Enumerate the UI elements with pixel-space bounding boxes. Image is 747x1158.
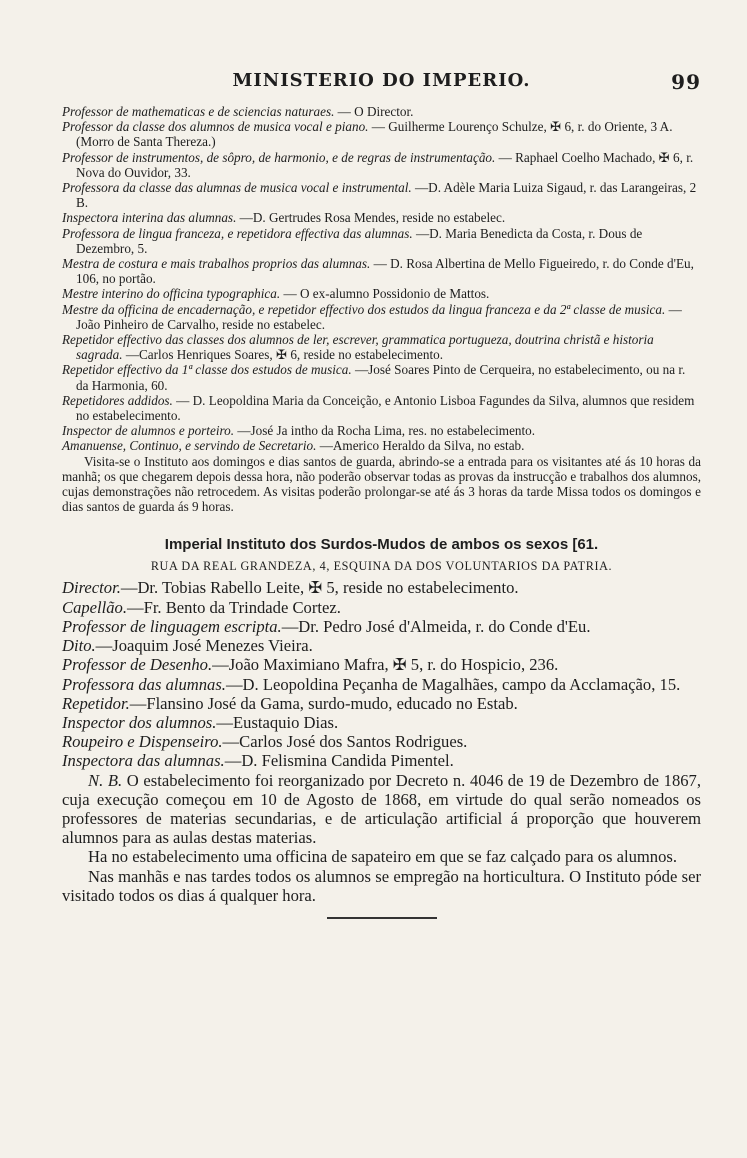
page-title: MINISTERIO DO IMPERIO. xyxy=(232,70,531,91)
note-paragraph: N. B. O estabelecimento foi reorganizado por Decreto n. 4046 de 19 de Dezembro de 1867, cuja execução começou em 10 de Agosto de 1868, em virtude do qual serão nomeados os professores de materias secundarias, e de articulação artificial á proporção que houverem alumnos para as aulas destas materias. xyxy=(62,770,701,848)
visits-note: Visita-se o Instituto aos domingos e dias santos de guarda, abrindo-se a entrada para os visitantes até ás 10 horas da manhã; os que chegarem depois dessa hora, não poderão observar todas as provas da instrucção e trabalhos dos alumnos, cujas demonstrações não retrocedem. As visitas poderão prolongar-se até ás 3 horas da tarde Missa todos os domingos e dias santos de guarda ás 9 horas. xyxy=(62,453,701,515)
list-item: Mestre interino do officina typographica. — O ex-alumno Possidonio de Mattos. xyxy=(62,286,490,302)
list-item: Capellão.—Fr. Bento da Trindade Cortez. xyxy=(62,597,341,617)
page-header xyxy=(62,70,701,104)
list-item: Repetidor effectivo das classes dos alumnos de ler, escrever, grammatica portugueza, doutrina christã e historia sagrada. —Carlos Henriques Soares, ✠ 6, reside no estabelecimento. xyxy=(62,332,654,363)
list-item: Repetidores addidos. — D. Leopoldina Maria da Conceição, e Antonio Lisboa Fagundes da Silva, alumnos que residem no estabelecimento. xyxy=(62,392,695,424)
list-item: Professor de linguagem escripta.—Dr. Pedro José d'Almeida, r. do Conde d'Eu. xyxy=(62,616,591,636)
list-item: Mestre da officina de encadernação, e repetidor effectivo dos estudos da lingua franceza e da 2ª classe de musica. —João Pinheiro de Carvalho, reside no estabelec. xyxy=(62,301,682,332)
list-item: Professora de lingua franceza, e repetidora effectiva das alumnas. —D. Maria Benedicta da Costa, r. Dous de Dezembro, 5. xyxy=(62,225,643,256)
list-item: Director.—Dr. Tobias Rabello Leite, ✠ 5, reside no estabelecimento. xyxy=(62,578,519,598)
note-paragraph: Ha no estabelecimento uma officina de sapateiro em que se faz calçado para os alumnos. xyxy=(88,847,677,867)
note-paragraph: Nas manhãs e nas tardes todos os alumnos se empregão na horticultura. O Instituto póde ser visitado todos os dias á qualquer hora. xyxy=(62,866,701,905)
list-item: Roupeiro e Dispenseiro.—Carlos José dos Santos Rodrigues. xyxy=(62,732,468,752)
list-item: Professor de instrumentos, de sôpro, de harmonio, e de regras de instrumentação. — Raphael Coelho Machado, ✠ 6, r. Nova do Ouvidor, 33. xyxy=(62,149,694,180)
list-item: Repetidor.—Flansino José da Gama, surdo-mudo, educado no Estab. xyxy=(62,693,518,713)
list-item: Repetidor effectivo da 1ª classe dos estudos de musica. —José Soares Pinto de Cerqueira, no estabelecimento, ou na r. da Harmonia, 60. xyxy=(62,362,686,393)
list-item: Inspector dos alumnos.—Eustaquio Dias. xyxy=(62,712,339,732)
list-item: Inspector de alumnos e porteiro. —José Ja intho da Rocha Lima, res. no estabelecimento. xyxy=(62,423,536,439)
section-heading: Imperial Instituto dos Surdos-Mudos de ambos os sexos [61. xyxy=(164,536,599,554)
list-item: Amanuense, Continuo, e servindo de Secretario. —Americo Heraldo da Silva, no estab. xyxy=(62,438,525,454)
institute-staff-list xyxy=(62,578,701,904)
list-item: Inspectora das alumnas.—D. Felismina Candida Pimentel. xyxy=(62,751,454,771)
list-item: Professor de Desenho.—João Maximiano Mafra, ✠ 5, r. do Hospicio, 236. xyxy=(62,655,559,675)
list-item: Professor da classe dos alumnos de musica vocal e piano. — Guilherme Lourenço Schulze, ✠ 6, r. do Oriente, 3 A. (Morro de Santa Thereza.) xyxy=(62,119,673,150)
section-divider xyxy=(327,917,437,919)
list-item: Professor de mathematicas e de sciencias naturaes. — O Director. xyxy=(62,104,414,119)
list-item: Dito.—Joaquim José Menezes Vieira. xyxy=(62,636,313,656)
page-number: 99 xyxy=(671,70,701,94)
section-address: RUA DA REAL GRANDEZA, 4, ESQUINA DA DOS VOLUNTARIOS DA PATRIA. xyxy=(150,559,613,574)
staff-list xyxy=(62,104,701,514)
list-item: Professora da classe das alumnas de musica vocal e instrumental. —D. Adèle Maria Luiza Sigaud, r. das Larangeiras, 2 B. xyxy=(62,180,697,211)
list-item: Mestra de costura e mais trabalhos proprios das alumnas. — D. Rosa Albertina de Mello Figueiredo, r. do Conde d'Eu, 106, no portão. xyxy=(62,256,694,287)
list-item: Professora das alumnas.—D. Leopoldina Peçanha de Magalhães, campo da Acclamação, 15. xyxy=(62,674,681,694)
list-item: Inspectora interina das alumnas. —D. Gertrudes Rosa Mendes, reside no estabelec. xyxy=(62,210,506,226)
